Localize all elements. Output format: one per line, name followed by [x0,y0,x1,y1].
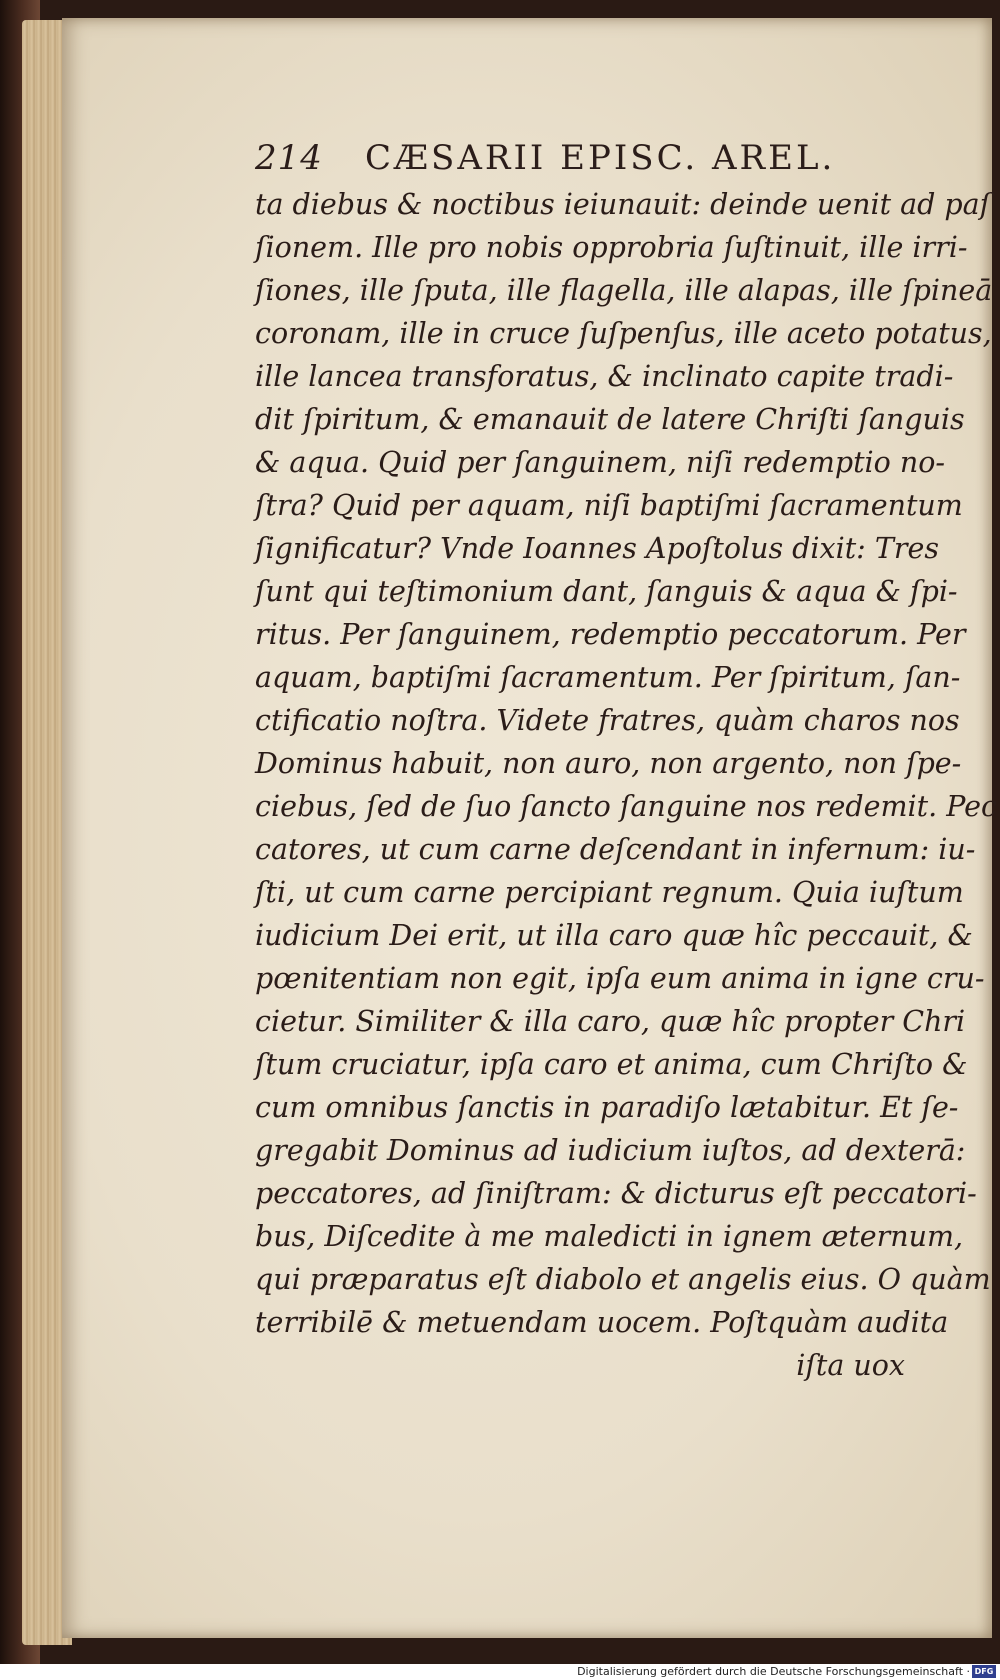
text-line: ſtra? Quid per aquam, niſi baptiſmi ſacramentum [255,489,963,522]
text-line: ille lancea transforatus, & inclinato capite tradi- [255,360,954,393]
text-line: ſunt qui teſtimonium dant, ſanguis & aqua & ſpi- [255,575,958,608]
catchword: iſta uox [796,1349,905,1382]
page-number: 214 [255,138,323,178]
text-line: ctificatio noſtra. Videte fratres, quàm charos nos [255,704,960,737]
funding-credit: Digitalisierung gefördert durch die Deutsche Forschungsgemeinschaft · [577,1665,970,1678]
text-line: iudicium Dei erit, ut illa caro quæ hîc peccauit, & [255,919,973,952]
text-line: coronam, ille in cruce ſuſpenſus, ille aceto potatus, [255,317,992,350]
text-line: ſignificatur? Vnde Ioannes Apoſtolus dixit: Tres [255,532,939,565]
text-line: aquam, baptiſmi ſacramentum. Per ſpiritum, ſan- [255,661,961,694]
text-line: dit ſpiritum, & emanauit de latere Chriſti ſanguis [255,403,965,436]
text-line: cietur. Similiter & illa caro, quæ hîc propter Chri [255,1005,966,1038]
text-line: ciebus, ſed de ſuo ſancto ſanguine nos redemit. Pec [255,790,997,823]
text-line: ſionem. Ille pro nobis opprobria ſuſtinuit, ille irri- [255,231,968,264]
text-line: Dominus habuit, non auro, non argento, non ſpe- [255,747,962,780]
text-line: pœnitentiam non egit, ipſa eum anima in igne cru- [255,962,985,995]
text-line: gregabit Dominus ad iudicium iuſtos, ad dexterā: [255,1134,966,1167]
dfg-logo: DFG [972,1665,996,1678]
text-line: ſtum cruciatur, ipſa caro et anima, cum Chriſto & [255,1048,968,1081]
text-line: ſiones, ille ſputa, ille flagella, ille alapas, ille ſpineā [255,274,993,307]
text-line: qui præparatus eſt diabolo et angelis eius. O quàm [255,1263,991,1296]
text-line: ritus. Per ſanguinem, redemptio peccatorum. Per [255,618,966,651]
text-line: ſti, ut cum carne percipiant regnum. Quia iuſtum [255,876,964,909]
text-line: catores, ut cum carne deſcendant in infernum: iu- [255,833,976,866]
text-line: bus, Diſcedite à me maledicti in ignem æternum, [255,1220,964,1253]
text-line: peccatores, ad ſiniſtram: & dicturus eſt peccatori- [255,1177,977,1210]
text-line: terribilē & metuendam uocem. Poſtquàm audita [255,1306,949,1339]
text-line: cum omnibus ſanctis in paradiſo lætabitur. Et ſe- [255,1091,959,1124]
page-header [255,138,905,178]
text-line: & aqua. Quid per ſanguinem, niſi redemptio no- [255,446,946,479]
text-block [255,183,997,1387]
text-line: ta diebus & noctibus ieiunauit: deinde uenit ad paſ [255,188,991,221]
running-title: CÆSARII EPISC. AREL. [365,138,836,178]
